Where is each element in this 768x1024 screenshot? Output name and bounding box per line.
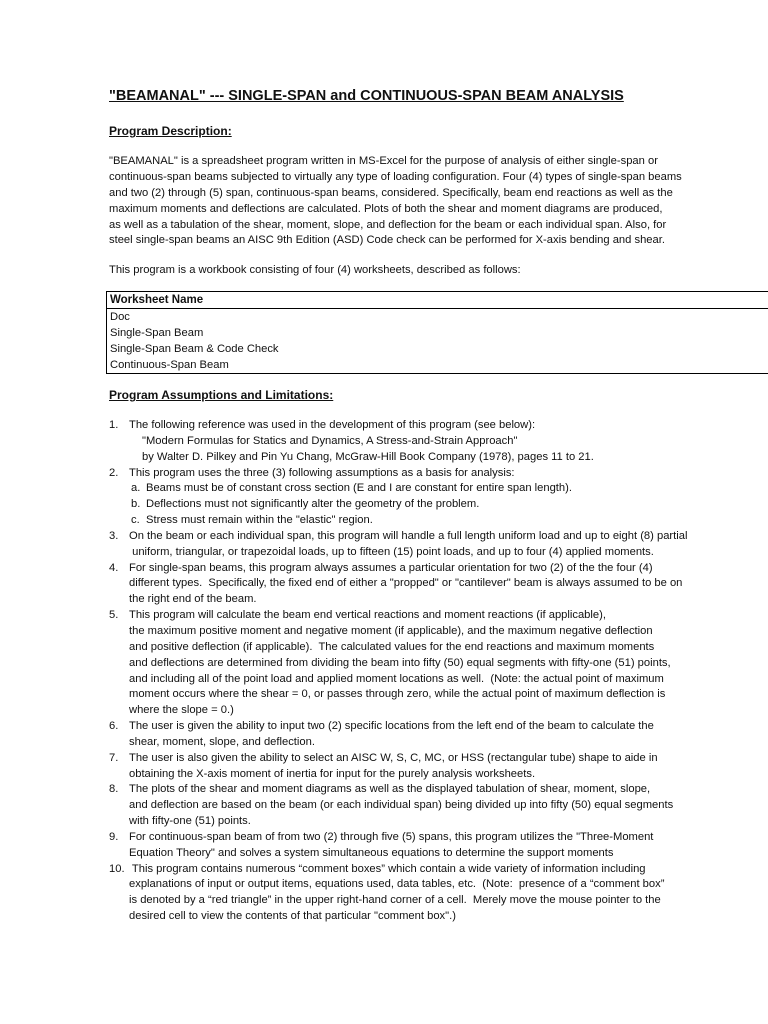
assumption-text: moment occurs where the shear = 0, or passes through zero, while the actual point of maximum deflection is — [129, 688, 666, 701]
assumption-text: shear, moment, slope, and deflection. — [129, 735, 315, 748]
assumption-text: This program will calculate the beam end vertical reactions and moment reactions (if applicable), — [129, 609, 606, 622]
list-number: 10. — [109, 862, 125, 875]
document-title: "BEAMANAL" --- SINGLE-SPAN and CONTINUOUS-SPAN BEAM ANALYSIS — [109, 88, 624, 104]
assumption-line — [109, 418, 764, 434]
assumption-line — [109, 434, 764, 450]
assumption-line — [109, 830, 764, 846]
assumption-line — [109, 608, 764, 624]
assumption-line — [109, 782, 764, 798]
assumption-line — [109, 497, 764, 513]
assumption-line — [109, 735, 764, 751]
assumption-text: Stress must remain within the "elastic" region. — [146, 514, 373, 527]
list-letter: b. — [131, 498, 141, 511]
description-line: steel single-span beams an AISC 9th Edition (ASD) Code check can be performed for X-axis bending and shear. — [109, 234, 665, 246]
assumption-line — [109, 545, 764, 561]
assumption-text: by Walter D. Pilkey and Pin Yu Chang, McGraw-Hill Book Company (1978), pages 11 to 21. — [142, 450, 594, 463]
assumption-text: The user is given the ability to input two (2) specific locations from the left end of the beam to calculate the — [129, 720, 654, 733]
assumption-line — [109, 846, 764, 862]
description-line: and two (2) through (5) span, continuous-span beams, considered. Specifically, beam end reactions as well as the — [109, 187, 673, 199]
list-letter: c. — [131, 514, 140, 527]
assumption-text: and deflection are based on the beam (or each individual span) being divided up into fifty (50) equal segments — [129, 799, 674, 812]
assumption-line — [109, 561, 764, 577]
list-number: 6. — [109, 720, 119, 733]
assumption-text: obtaining the X-axis moment of inertia for input for the purely analysis worksheets. — [129, 767, 536, 780]
assumption-text: Beams must be of constant cross section (E and I are constant for entire span length). — [146, 482, 572, 495]
assumption-text: The following reference was used in the development of this program (see below): — [129, 419, 536, 431]
list-number: 2. — [109, 466, 119, 479]
assumption-text: "Modern Formulas for Statics and Dynamics, A Stress-and-Strain Approach" — [142, 434, 518, 447]
assumption-text: For continuous-span beam of from two (2) through five (5) spans, this program utilizes the "Three-Moment — [129, 830, 654, 843]
assumption-text: and positive deflection (if applicable). The calculated values for the end reactions and maximum moments — [129, 640, 655, 653]
assumption-line — [109, 529, 764, 545]
assumption-line — [109, 640, 764, 656]
description-line: "BEAMANAL" is a spreadsheet program written in MS-Excel for the purpose of analysis of either single-span or — [109, 155, 658, 167]
assumption-text: For single-span beams, this program always assumes a particular orientation for two (2) of the the four (4) — [129, 561, 653, 574]
assumption-text: the maximum positive moment and negative moment (if applicable), and the maximum negative deflection — [129, 624, 653, 637]
assumption-text: The user is also given the ability to select an AISC W, S, C, MC, or HSS (rectangular tube) shape to aide in — [129, 751, 658, 764]
list-number: 4. — [109, 561, 119, 574]
assumption-text: The plots of the shear and moment diagrams as well as the displayed tabulation of shear, moment, slope, — [129, 783, 651, 796]
assumption-line — [109, 450, 764, 466]
list-number: 5. — [109, 609, 119, 622]
assumption-line — [109, 624, 764, 640]
assumption-line — [109, 466, 764, 482]
list-letter: a. — [131, 482, 141, 495]
worksheet-row: Single-Span Beam & Code Check — [110, 343, 279, 355]
worksheet-row: Single-Span Beam — [110, 327, 204, 339]
assumption-text: different types. Specifically, the fixed end of either a "propped" or "cantilever" beam is always assumed to be on — [129, 577, 683, 590]
assumption-text: the right end of the beam. — [129, 593, 257, 606]
assumption-line — [109, 592, 764, 608]
program-description-heading: Program Description: — [109, 124, 232, 138]
assumption-text: On the beam or each individual span, this program will handle a full length uniform load and up to eight (8) partial — [129, 529, 688, 542]
assumption-line — [109, 513, 764, 529]
assumption-line — [109, 687, 764, 703]
assumption-text: uniform, triangular, or trapezoidal loads, up to fifteen (15) point loads, and up to four (4) applied moments. — [129, 545, 654, 558]
assumption-text: Equation Theory" and solves a system simultaneous equations to determine the support moments — [129, 846, 614, 859]
list-number: 1. — [109, 419, 119, 431]
description-line: maximum moments and deflections are calculated. Plots of both the shear and moment diagrams are produced, — [109, 203, 663, 215]
assumption-text: with fifty-one (51) points. — [129, 815, 251, 828]
assumption-text: and deflections are determined from dividing the beam into fifty (50) equal segments with fifty-one (51) points, — [129, 656, 671, 669]
worksheet-table — [106, 291, 768, 374]
assumption-text: This program uses the three (3) following assumptions as a basis for analysis: — [129, 466, 515, 479]
workbook-description: This program is a workbook consisting of four (4) worksheets, described as follows: — [109, 264, 521, 276]
assumption-line — [109, 893, 764, 909]
assumption-line — [109, 862, 764, 878]
assumption-line — [109, 703, 764, 719]
assumption-text: desired cell to view the contents of that particular "comment box".) — [129, 910, 456, 923]
assumptions-heading: Program Assumptions and Limitations: — [109, 388, 334, 402]
assumption-text: is denoted by a “red triangle” in the upper right-hand corner of a cell. Merely move the mouse pointer to the — [129, 894, 661, 907]
assumption-text: Deflections must not significantly alter the geometry of the problem. — [146, 498, 480, 511]
assumption-line — [109, 909, 764, 925]
assumption-text: and including all of the point load and applied moment locations as well. (Note: the actual point of maximum — [129, 672, 664, 685]
assumption-text: This program contains numerous “comment boxes” which contain a wide variety of information including — [129, 862, 646, 875]
assumption-line — [109, 481, 764, 497]
list-number: 9. — [109, 830, 119, 843]
list-number: 3. — [109, 529, 119, 542]
assumption-line — [109, 798, 764, 814]
assumption-line — [109, 814, 764, 830]
assumptions-list — [109, 418, 764, 925]
assumption-line — [109, 576, 764, 592]
assumption-text: where the slope = 0.) — [129, 704, 234, 717]
assumption-line — [109, 877, 764, 893]
assumption-line — [109, 719, 764, 735]
list-number: 7. — [109, 751, 119, 764]
assumption-line — [109, 656, 764, 672]
assumption-line — [109, 767, 764, 783]
list-number: 8. — [109, 783, 119, 796]
assumption-line — [109, 672, 764, 688]
description-line: continuous-span beams subjected to virtually any type of loading configuration. Four (4) types of single-span beams — [109, 171, 682, 183]
worksheet-table-header: Worksheet Name — [107, 292, 768, 309]
description-line: as well as a tabulation of the shear, moment, slope, and deflection for the beam or each individual span. Also, for — [109, 219, 667, 231]
assumption-text: explanations of input or output items, equations used, data tables, etc. (Note: presence of a “comment box” — [129, 878, 665, 891]
worksheet-row: Continuous-Span Beam — [110, 359, 229, 371]
worksheet-row: Doc — [110, 311, 130, 323]
assumption-line — [109, 751, 764, 767]
